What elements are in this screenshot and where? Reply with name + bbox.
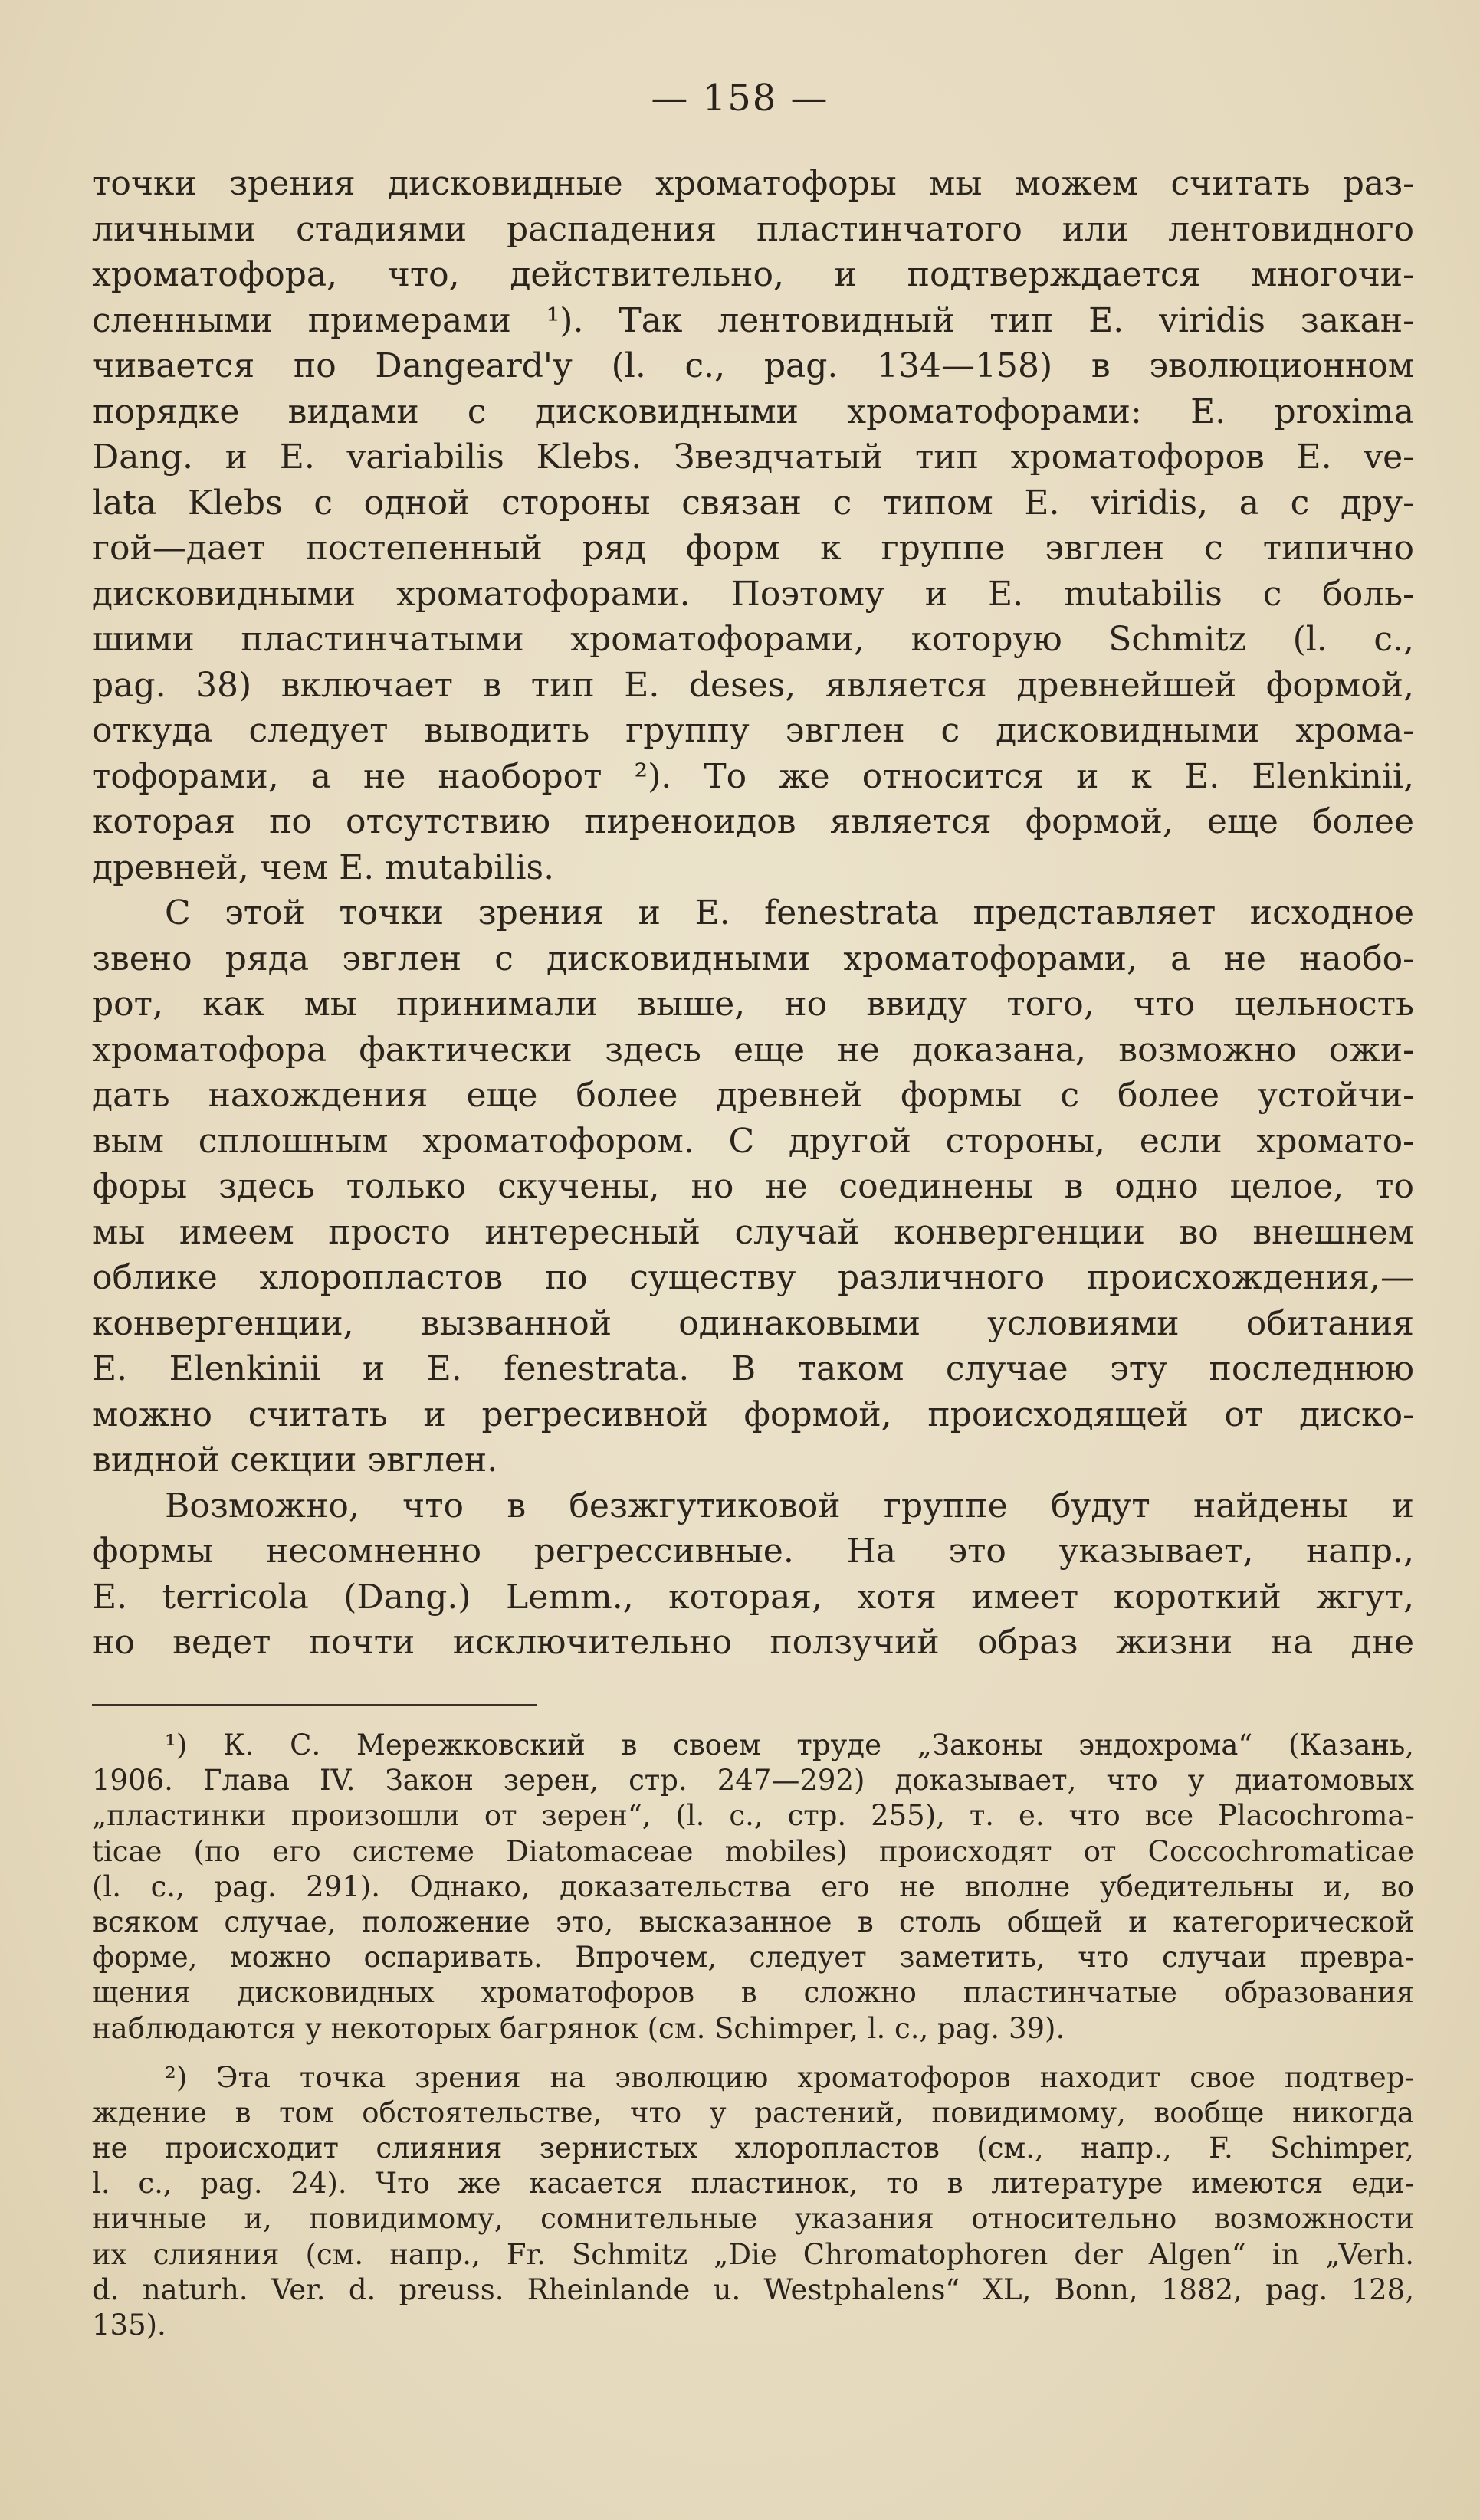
text-line: мы имеем просто интересный случай конвергенции во внешнем bbox=[92, 1212, 1414, 1252]
footnote-line: d. naturh. Ver. d. preuss. Rheinlande u. Westphalens“ XL, Bonn, 1882, pag. 128, bbox=[92, 2273, 1414, 2306]
footnote-line: „пластинки произошли от зерен“, (l. c., стр. 255), т. е. что все Placochroma- bbox=[92, 1799, 1414, 1833]
text-line: E. terricola (Dang.) Lemm., которая, хотя имеет короткий жгут, bbox=[92, 1577, 1414, 1617]
text-line: облике хлоропластов по существу различного происхождения,— bbox=[92, 1258, 1414, 1297]
footnote-line: (l. c., pag. 291). Однако, доказательства его не вполне убедительны и, во bbox=[92, 1870, 1414, 1903]
footnote-gap bbox=[92, 2046, 1414, 2060]
text-line: Возможно, что в безжгутиковой группе будут найдены и bbox=[165, 1486, 1414, 1525]
text-line: вым сплошным хроматофором. С другой стороны, если хромато- bbox=[92, 1121, 1414, 1161]
text-line: форы здесь только скучены, но не соединены в одно целое, то bbox=[92, 1167, 1414, 1206]
text-line: конвергенции, вызванной одинаковыми условиями обитания bbox=[92, 1303, 1414, 1343]
text-line: древней, чем E. mutabilis. bbox=[92, 847, 555, 887]
text-line: pag. 38) включает в тип E. deses, является древнейшей формой, bbox=[92, 665, 1414, 705]
footnote-line: ничные и, повидимому, сомнительные указания относительно возможности bbox=[92, 2202, 1414, 2236]
footnote-line: 135). bbox=[92, 2309, 166, 2341]
footnote-line: ticae (по его системе Diatomaceae mobiles) происходят от Coccochromaticae bbox=[92, 1834, 1414, 1868]
text-line: шими пластинчатыми хроматофорами, которую Schmitz (l. c., bbox=[92, 620, 1414, 659]
footnote-line: ¹) К. С. Мережковский в своем труде „Законы эндохрома“ (Казань, bbox=[165, 1729, 1414, 1761]
footnote-2 bbox=[92, 2060, 1414, 2344]
text-line: дать нахождения еще более древней формы с более устойчи- bbox=[92, 1076, 1414, 1115]
footnote-1 bbox=[92, 1728, 1414, 2046]
text-line: гой—дает постепенный ряд форм к группе эвглен с типично bbox=[92, 529, 1414, 568]
footnote-line: ждение в том обстоятельстве, что у растений, повидимому, вообще никогда bbox=[92, 2096, 1414, 2129]
text-line: хроматофора, что, действительно, и подтверждается многочи- bbox=[92, 255, 1414, 294]
text-line: тофорами, а не наоборот ²). То же относится и к E. Elenkinii, bbox=[92, 756, 1414, 796]
text-line: порядке видами с дисковидными хроматофорами: E. proxima bbox=[92, 392, 1414, 431]
text-line: рот, как мы принимали выше, но ввиду того, что цельность bbox=[92, 985, 1414, 1024]
text-line: формы несомненно регрессивные. На это указывает, напр., bbox=[92, 1532, 1414, 1571]
footnotes bbox=[92, 1728, 1414, 2343]
page-number: — 158 — bbox=[651, 77, 829, 120]
text-line: личными стадиями распадения пластинчатого или лентовидного bbox=[92, 209, 1414, 249]
text-line: можно считать и регресивной формой, происходящей от диско- bbox=[92, 1394, 1414, 1434]
text-line: откуда следует выводить группу эвглен с дисковидными хрома- bbox=[92, 711, 1414, 750]
footnote-line: щения дисковидных хроматофоров в сложно пластинчатые образования bbox=[92, 1976, 1414, 2010]
footnote-line: форме, можно оспаривать. Впрочем, следует заметить, что случаи превра- bbox=[92, 1941, 1414, 1974]
text-line: Dang. и E. variabilis Klebs. Звездчатый тип хроматофоров E. ve- bbox=[92, 437, 1414, 477]
body-text bbox=[92, 161, 1414, 1666]
footnote-line: l. c., pag. 24). Что же касается пластинок, то в литературе имеются еди- bbox=[92, 2167, 1414, 2200]
footnote-line: всяком случае, положение это, высказанное в столь общей и категорической bbox=[92, 1905, 1414, 1938]
text-line: которая по отсутствию пиреноидов является формой, еще более bbox=[92, 802, 1414, 841]
text-line: чивается по Dangeard'у (l. c., pag. 134—158) в эволюционном bbox=[92, 346, 1414, 385]
text-line: хроматофора фактически здесь еще не доказана, возможно ожи- bbox=[92, 1030, 1414, 1070]
text-line: сленными примерами ¹). Так лентовидный тип E. viridis закан- bbox=[92, 300, 1414, 340]
text-line: видной секции эвглен. bbox=[92, 1440, 498, 1480]
footnote-line: ²) Эта точка зрения на эволюцию хроматофоров находит свое подтвер- bbox=[165, 2060, 1414, 2094]
footnote-separator bbox=[92, 1704, 537, 1706]
text-line: звено ряда эвглен с дисковидными хроматофорами, а не наобо- bbox=[92, 939, 1414, 978]
footnote-line: не происходит слияния зернистых хлоропластов (см., напр., F. Schimper, bbox=[92, 2132, 1414, 2165]
text-line: дисковидными хроматофорами. Поэтому и E. mutabilis с боль- bbox=[92, 574, 1414, 614]
footnote-line: их слияния (см. напр., Fr. Schmitz „Die Chromatophoren der Algen“ in „Verh. bbox=[92, 2237, 1414, 2271]
text-line: lata Klebs с одной стороны связан с типом E. viridis, а с дру- bbox=[92, 483, 1414, 523]
text-line: но ведет почти исключительно ползучий образ жизни на дне bbox=[92, 1623, 1414, 1662]
text-line: точки зрения дисковидные хроматофоры мы можем считать раз- bbox=[92, 164, 1414, 203]
footnote-line: наблюдаются у некоторых багрянок (см. Schimper, l. c., pag. 39). bbox=[92, 2011, 1065, 2045]
footnote-line: 1906. Глава IV. Закон зерен, стр. 247—292) доказывает, что у диатомовых bbox=[92, 1764, 1414, 1797]
text-line: С этой точки зрения и E. fenestrata представляет исходное bbox=[165, 893, 1414, 932]
text-line: E. Elenkinii и E. fenestrata. В таком случае эту последнюю bbox=[92, 1349, 1414, 1388]
